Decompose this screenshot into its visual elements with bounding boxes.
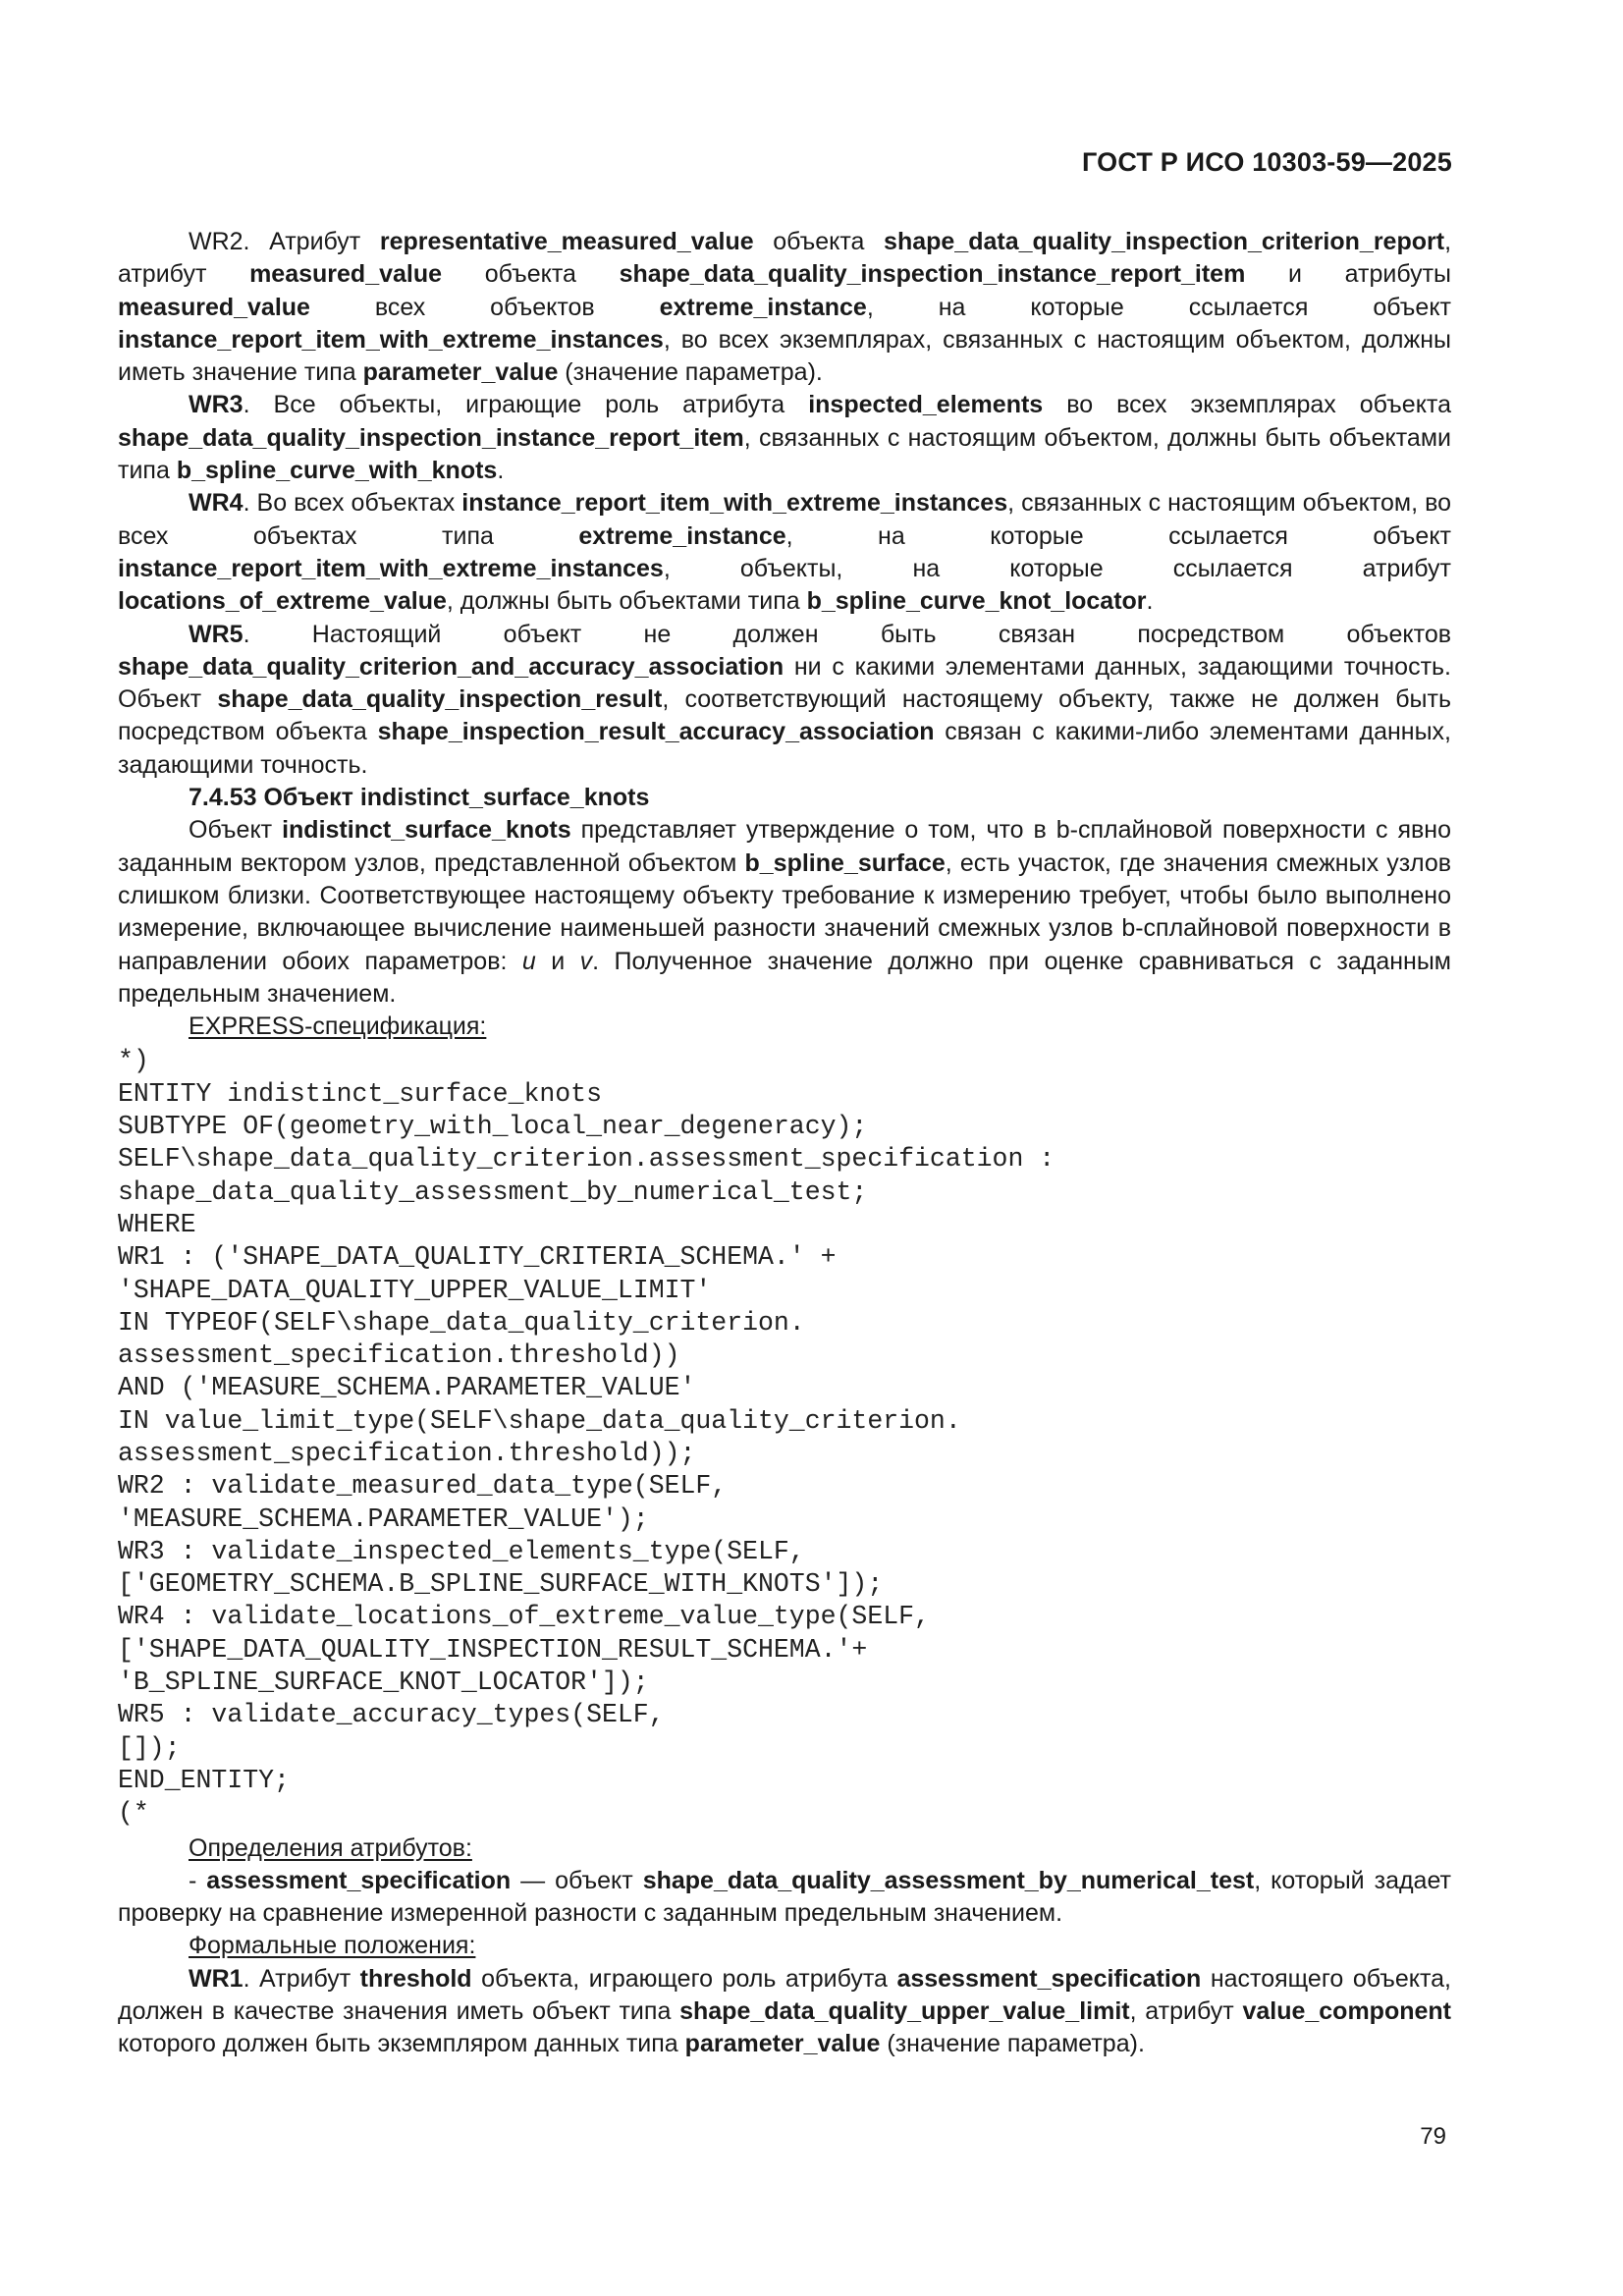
paragraph-wr4	[118, 487, 1451, 618]
paragraph-intro	[118, 814, 1451, 1011]
express-label-text: EXPRESS-спецификация:	[189, 1012, 487, 1041]
bold-term: b_spline_curve_with_knots	[176, 457, 498, 485]
text-run: и	[535, 947, 580, 975]
text-run: . Настоящий объект не должен быть связан посредством объектов	[243, 620, 1451, 648]
bold-term: shape_data_quality_upper_value_limit	[679, 1997, 1130, 2026]
text-run: v	[579, 947, 593, 975]
bold-term: b_spline_surface	[744, 848, 946, 877]
bold-term: WR3	[189, 391, 243, 419]
text-run: настоящего объекта, должен в качестве значения иметь объект типа	[118, 1964, 1451, 2026]
bold-term: shape_data_quality_inspection_instance_report_item	[619, 260, 1246, 289]
text-run: , который задает проверку на сравнение измеренной разности с заданным предельным значением.	[118, 1866, 1451, 1928]
text-run: , объекты, на которые ссылается атрибут	[663, 554, 1451, 582]
text-run: , связанных с настоящим объектом, должны быть объектами типа	[118, 423, 1451, 485]
text-run: связан с какими-либо элементами данных, задающими точность.	[118, 718, 1451, 779]
bold-term: WR4	[189, 489, 243, 518]
bold-term: representative_measured_value	[379, 228, 754, 255]
bold-term: extreme_instance	[659, 293, 867, 321]
text-run: Объект	[189, 816, 283, 845]
text-run: WR2. Атрибут	[189, 228, 380, 255]
text-run: и атрибуты	[1245, 260, 1452, 289]
page-number: 79	[1420, 2123, 1446, 2150]
bold-term: locations_of_extreme_value	[118, 587, 447, 616]
text-run: которого должен быть экземпляром данных типа	[118, 2030, 685, 2058]
text-run: .	[1146, 587, 1154, 616]
text-run: — объект	[511, 1866, 643, 1894]
document-header: ГОСТ Р ИСО 10303-59—2025	[1082, 147, 1452, 177]
text-run: представляет утверждение о том, что в b-сплайновой поверхности с явно заданным вектором узлов, представленной объектом	[118, 816, 1452, 877]
bold-term: shape_data_quality_inspection_instance_report_item	[118, 423, 744, 452]
paragraph-wr3	[118, 389, 1451, 487]
section-heading: 7.4.53 Объект indistinct_surface_knots	[189, 784, 650, 812]
bold-term: shape_data_quality_criterion_and_accuracy_association	[118, 652, 784, 681]
text-run: .	[497, 457, 505, 485]
text-run: объекта, играющего роль атрибута	[471, 1964, 897, 1993]
document-body	[118, 226, 1451, 2061]
text-run: . Атрибут	[243, 1964, 360, 1993]
text-run: , соответствующий настоящему объекту, также не должен быть посредством объекта	[118, 685, 1451, 746]
paragraph-wr2	[118, 226, 1451, 389]
express-label	[118, 1011, 1451, 1043]
bold-term: indistinct_surface_knots	[282, 816, 571, 845]
attributes-label	[118, 1832, 1451, 1865]
paragraph-wr1	[118, 1963, 1451, 2061]
paragraph-attribute-definition	[118, 1865, 1451, 1931]
bold-term: instance_report_item_with_extreme_instances	[118, 325, 664, 354]
text-run: (значение параметра).	[880, 2030, 1145, 2058]
bold-term: parameter_value	[684, 2030, 881, 2058]
text-run: , должны быть объектами типа	[446, 587, 807, 616]
bold-term: instance_report_item_with_extreme_instances	[461, 489, 1008, 518]
bold-term: measured_value	[249, 260, 443, 289]
bold-term: value_component	[1242, 1997, 1451, 2026]
text-run: (значение параметра).	[558, 358, 823, 387]
bold-term: shape_data_quality_inspection_result	[217, 685, 663, 714]
text-run: , связанных с настоящим объектом, во всех объектах типа	[118, 489, 1451, 550]
formal-label-text: Формальные положения:	[189, 1932, 476, 1960]
text-run: , атрибут	[1129, 1997, 1243, 2026]
bold-term: WR1	[189, 1964, 243, 1993]
text-run: , на которые ссылается объект	[785, 521, 1451, 550]
text-run: . Все объекты, играющие роль атрибута	[243, 391, 809, 419]
text-run: , во всех экземплярах, связанных с настоящим объектом, должны иметь значение типа	[118, 325, 1451, 387]
bold-term: parameter_value	[362, 358, 559, 387]
text-run: объекта	[753, 228, 885, 255]
express-code-block: *) ENTITY indistinct_surface_knots SUBTYPE OF(geometry_with_local_near_degeneracy); SELF\shape_data_quality_criterion.assessment_specification : shape_data_quality_assessment_by_numerical_test; WHERE WR1 : ('SHAPE_DATA_QUALITY_CRITERIA_SCHEMA.' + 'SHAPE_DATA_QUALITY_UPPER_VALUE_LIMIT' IN TYPEOF(SELF\shape_data_quality_criterion. assessment_specification.threshold)) AND ('MEASURE_SCHEMA.PARAMETER_VALUE' IN value_limit_type(SELF\shape_data_quality_criterion. assessment_specification.threshold)); WR2 : validate_measured_data_type(SELF, 'MEASURE_SCHEMA.PARAMETER_VALUE'); WR3 : validate_inspected_elements_type(SELF, ['GEOMETRY_SCHEMA.B_SPLINE_SURFACE_WITH_KNOTS']); WR4 : validate_locations_of_extreme_value_type(SELF, ['SHAPE_DATA_QUALITY_INSPECTION_RESULT_SCHEMA.'+ 'B_SPLINE_SURFACE_KNOT_LOCATOR']); WR5 : validate_accuracy_types(SELF, []); END_ENTITY; (*	[118, 1046, 1055, 1829]
bold-term: b_spline_curve_knot_locator	[806, 587, 1147, 616]
bold-term: threshold	[359, 1964, 472, 1993]
attributes-label-text: Определения атрибутов:	[189, 1833, 472, 1862]
paragraph-wr5	[118, 619, 1451, 782]
bold-term: shape_inspection_result_accuracy_association	[377, 718, 935, 746]
bold-term: measured_value	[118, 293, 310, 321]
text-run: , атрибут	[118, 228, 1452, 289]
bold-term: shape_data_quality_inspection_criterion_report	[884, 228, 1445, 255]
bold-term: extreme_instance	[578, 521, 786, 550]
bold-term: instance_report_item_with_extreme_instances	[118, 554, 664, 582]
bold-term: assessment_specification	[206, 1866, 512, 1894]
text-run: , есть участок, где значения смежных узлов слишком близки. Соответствующее настоящему объекту требование к измерению требует, чтобы было выполнено измерение, включающее вычисление наименьшей разности значений смежных узлов b-сплайновой поверхности в направлении обоих параметров:	[118, 848, 1452, 975]
text-run: во всех экземплярах объекта	[1043, 391, 1451, 419]
text-run: ни с какими элементами данных, задающими точность. Объект	[118, 652, 1451, 714]
bold-term: shape_data_quality_assessment_by_numerical_test	[642, 1866, 1255, 1894]
bold-term: inspected_elements	[808, 391, 1044, 419]
bold-term: assessment_specification	[896, 1964, 1202, 1993]
text-run: -	[189, 1866, 207, 1894]
text-run: u	[521, 947, 536, 975]
text-run: . Полученное значение должно при оценке сравниваться с заданным предельным значением.	[118, 947, 1451, 1008]
text-run: объекта	[442, 260, 620, 289]
text-run: . Во всех объектах	[243, 489, 462, 518]
formal-label	[118, 1930, 1451, 1962]
bold-term: WR5	[189, 620, 243, 648]
text-run: , на которые ссылается объект	[866, 293, 1451, 321]
text-run: всех объектов	[309, 293, 660, 321]
